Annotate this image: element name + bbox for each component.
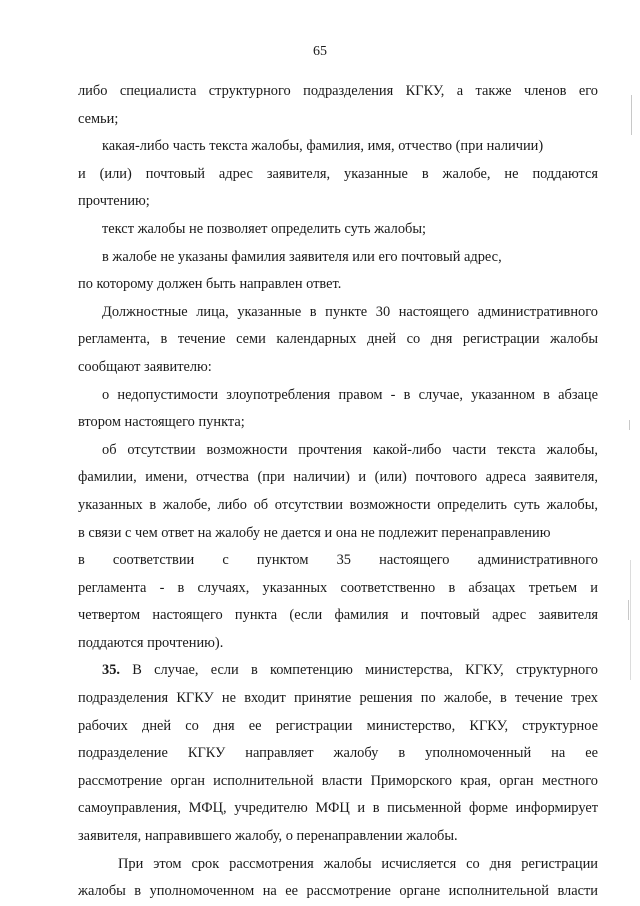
text-line: [78, 382, 598, 410]
line-text: в соответствии с пунктом 35 настоящего административного: [78, 552, 598, 569]
document-body: [78, 78, 598, 906]
line-text: четвертом настоящего пункта (если фамилия и почтовый адрес заявителя: [78, 607, 598, 624]
text-line: [78, 713, 598, 741]
line-text: фамилии, имени, отчества (при наличии) и (или) почтового адреса заявителя,: [78, 469, 598, 486]
line-text: самоуправления, МФЦ, учредителю МФЦ и в письменной форме информирует: [78, 800, 598, 817]
line-text: в связи с чем ответ на жалобу не дается и она не подлежит перенаправлению: [78, 524, 551, 541]
line-text: подразделения КГКУ не входит принятие решения по жалобе, в течение трех: [78, 690, 598, 707]
text-line: [78, 188, 598, 216]
text-line: [78, 464, 598, 492]
text-line: [78, 657, 598, 685]
text-line: [78, 520, 598, 548]
line-text: жалобы в уполномоченном на ее рассмотрение органе исполнительной власти: [78, 883, 598, 900]
text-line: [78, 492, 598, 520]
text-line: [78, 326, 598, 354]
line-text: и (или) почтовый адрес заявителя, указанные в жалобе, не поддаются: [78, 165, 598, 182]
text-line: [78, 354, 598, 382]
text-line: [78, 630, 598, 658]
line-text: по которому должен быть направлен ответ.: [78, 276, 342, 293]
text-line: [78, 271, 598, 299]
line-text: рассмотрение орган исполнительной власти Приморского края, орган местного: [78, 772, 598, 789]
page-number: 65: [313, 44, 327, 59]
text-line: [78, 78, 598, 106]
text-line: [78, 851, 598, 879]
line-text: В случае, если в компетенцию министерства, КГКУ, структурного: [132, 662, 598, 679]
line-text: регламента, в течение семи календарных дней со дня регистрации жалобы: [78, 331, 598, 348]
scan-artifact: [631, 95, 632, 135]
text-line: [78, 299, 598, 327]
text-line: [78, 161, 598, 189]
line-text: либо специалиста структурного подразделения КГКУ, а также членов его: [78, 83, 598, 99]
text-line: [78, 106, 598, 134]
line-text: При этом срок рассмотрения жалобы исчисляется со дня регистрации: [118, 855, 598, 872]
line-text: заявителя, направившего жалобу, о перенаправлении жалобы.: [78, 828, 458, 845]
line-text: семьи;: [78, 110, 119, 127]
scan-artifact: [628, 600, 629, 620]
text-line: [78, 602, 598, 630]
line-text: указанных в жалобе, либо об отсутствии возможности определить суть жалобы,: [78, 496, 598, 513]
text-line: [78, 823, 598, 851]
line-text: о недопустимости злоупотребления правом - в случае, указанном в абзаце: [102, 386, 598, 403]
scan-artifact: [630, 560, 631, 680]
line-text: регламента - в случаях, указанных соответственно в абзацах третьем и: [78, 579, 598, 596]
line-text: сообщают заявителю:: [78, 358, 212, 375]
line-text: об отсутствии возможности прочтения какой-либо части текста жалобы,: [102, 441, 598, 458]
text-line: [78, 795, 598, 823]
text-line: [78, 133, 598, 161]
text-line: [78, 685, 598, 713]
text-line: [78, 409, 598, 437]
text-line: [78, 216, 598, 244]
line-text: поддаются прочтению).: [78, 634, 224, 651]
line-text: текст жалобы не позволяет определить суть жалобы;: [102, 220, 427, 237]
line-text: подразделение КГКУ направляет жалобу в уполномоченный на ее: [78, 745, 598, 762]
clause-number: 35.: [102, 662, 120, 679]
text-line: [78, 244, 598, 272]
text-line: [78, 437, 598, 465]
line-text: какая-либо часть текста жалобы, фамилия, имя, отчество (при наличии): [102, 138, 544, 155]
line-text: Должностные лица, указанные в пункте 30 настоящего административного: [102, 303, 598, 320]
text-line: [78, 575, 598, 603]
line-text: втором настоящего пункта;: [78, 414, 245, 431]
scan-artifact: [629, 420, 630, 430]
text-line: [78, 768, 598, 796]
line-text: рабочих дней со дня ее регистрации министерство, КГКУ, структурное: [78, 717, 598, 734]
line-text: в жалобе не указаны фамилия заявителя или его почтовый адрес,: [102, 248, 502, 265]
text-line: [78, 547, 598, 575]
text-line: [78, 878, 598, 906]
line-text: прочтению;: [78, 193, 150, 210]
text-line: [78, 740, 598, 768]
